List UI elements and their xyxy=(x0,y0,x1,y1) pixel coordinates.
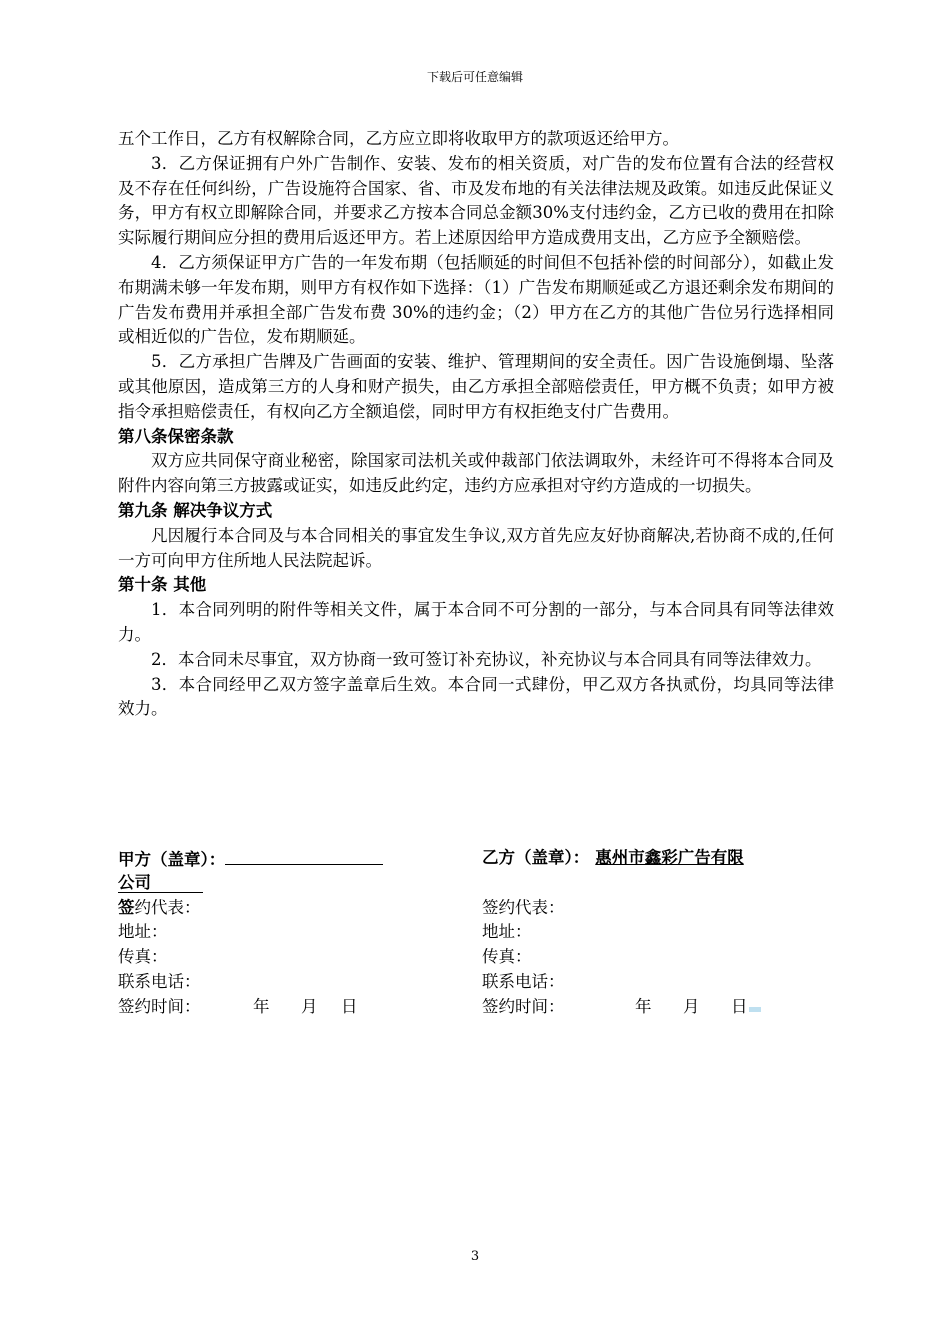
day-a: 日 xyxy=(341,996,358,1016)
day-b: 日 xyxy=(731,996,748,1016)
clause-7-item-4: 4．乙方须保证甲方广告的一年发布期（包括顺延的时间但不包括补偿的时间部分），如截止发布期满未够一年发布期，则甲方有权作如下选择：（1）广告发布期顺延或乙方退还剩余发布期间的广告发布费用并承担全部广告发布费 30%的违约金；（2）甲方在乙方的其他广告位另行选择相同或相近似的广告位，发布期顺延。 xyxy=(118,252,834,347)
clause-10-item-2: 2．本合同未尽事宜，双方协商一致可签订补充协议，补充协议与本合同具有同等法律效力。 xyxy=(151,649,822,669)
sign-time-b-label: 签约时间： xyxy=(482,996,565,1016)
section-heading-8: 第八条保密条款 xyxy=(118,426,234,446)
month-a: 月 xyxy=(301,996,318,1016)
fax-b-label: 传真： xyxy=(482,947,532,967)
address-a-label: 地址： xyxy=(118,922,168,942)
party-b-name-continued: 公司 xyxy=(118,873,203,893)
clause-7-item-5: 5．乙方承担广告牌及广告画面的安装、维护、管理期间的安全责任。因广告设施倒塌、坠落或其他原因，造成第三方的人身和财产损失，由乙方承担全部赔偿责任，甲方概不负责；如甲方被指令承担赔偿责任，有权向乙方全额追偿，同时甲方有权拒绝支付广告费用。 xyxy=(118,352,834,421)
party-b-name: 惠州市鑫彩广告有限 xyxy=(595,848,744,867)
party-a-seal-line xyxy=(225,846,383,865)
fax-a-label: 传真： xyxy=(118,947,168,967)
page-number: 3 xyxy=(470,1249,480,1264)
clause-10-item-3: 3．本合同经甲乙双方签字盖章后生效。本合同一式肆份，甲乙双方各执贰份，均具同等法律效力。 xyxy=(118,674,834,719)
address-b-label: 地址： xyxy=(482,922,532,942)
sign-time-a-label: 签约时间： xyxy=(118,996,201,1016)
rep-a-label-first: 签 xyxy=(118,897,135,917)
paragraph-continuation: 五个工作日，乙方有权解除合同，乙方应立即将收取甲方的款项返还给甲方。 xyxy=(118,129,679,148)
confidentiality-paragraph: 双方应共同保守商业秘密，除国家司法机关或仲裁部门依法调取外，未经许可不得将本合同及附件内容向第三方披露或证实，如违反此约定，违约方应承担对守约方造成的一切损失。 xyxy=(118,451,834,496)
dispute-paragraph: 凡因履行本合同及与本合同相关的事宜发生争议,双方首先应友好协商解决,若协商不成的,任何一方可向甲方住所地人民法院起诉。 xyxy=(118,525,834,570)
month-b: 月 xyxy=(683,996,700,1016)
rep-a-label: 约代表： xyxy=(134,897,201,917)
phone-a-label: 联系电话： xyxy=(118,971,201,991)
party-b-label: 乙方（盖章）： xyxy=(482,848,590,867)
cursor-marker xyxy=(749,1007,761,1012)
year-a: 年 xyxy=(253,996,270,1016)
signature-block xyxy=(118,846,834,1020)
rep-b-label: 签约代表： xyxy=(482,897,565,917)
section-heading-10: 第十条 其他 xyxy=(118,575,207,595)
clause-10-item-1: 1．本合同列明的附件等相关文件，属于本合同不可分割的一部分，与本合同具有同等法律效力。 xyxy=(118,600,834,644)
party-a-label: 甲方（盖章）： xyxy=(118,850,226,869)
phone-b-label: 联系电话： xyxy=(482,971,565,991)
page-header: 下载后可任意编辑 xyxy=(426,70,523,84)
contract-body xyxy=(118,127,834,722)
section-heading-9: 第九条 解决争议方式 xyxy=(118,500,273,520)
year-b: 年 xyxy=(635,996,652,1016)
clause-7-item-3: 3．乙方保证拥有户外广告制作、安装、发布的相关资质，对广告的发布位置有合法的经营权及不存在任何纠纷，广告设施符合国家、省、市及发布地的有关法律法规及政策。如违反此保证义务，甲方有权立即解除合同，并要求乙方按本合同总金额30%支付违约金，乙方已收的费用在扣除实际履行期间应分担的费用后返还甲方。若上述原因给甲方造成费用支出，乙方应予全额赔偿。 xyxy=(118,153,834,248)
